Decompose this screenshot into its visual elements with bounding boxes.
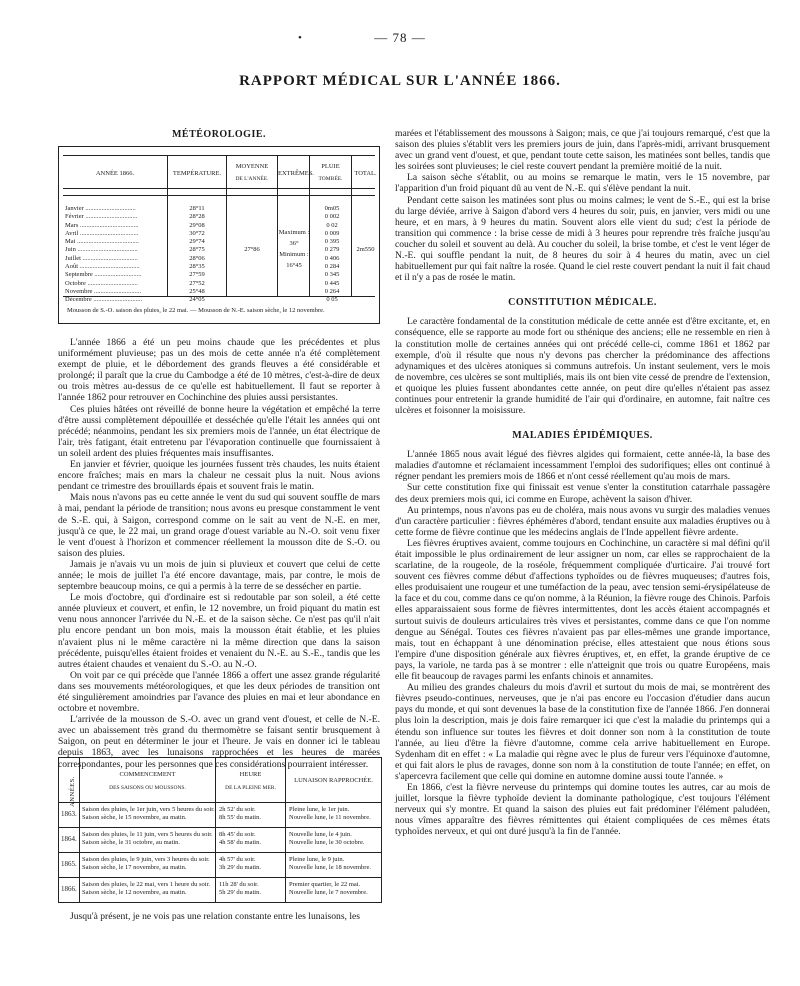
temperature-values: 28°11 28°28 29°08 30°72 29°74 28°75 28°06 28°35 27°59 27°52 25°48 24°05 (189, 205, 205, 304)
left-text-block (58, 337, 380, 770)
col-header-temperature: TEMPÉRATURE. (172, 170, 222, 177)
meteorology-table (58, 146, 380, 324)
row-heure: 2h 52' du soir. 8h 55' du matin. (219, 806, 261, 821)
page-number: — 78 — (374, 30, 426, 45)
paragraph: Pendant cette saison les matinées sont plus ou moins calmes; le vent de S.-E., qui est la brise du large déviée, arrive à Saigon d'abord vers 4 heures du soir, puis, en janvier, vers midi ou une heure, et en mars, à 9 heures du matin. Souvent alors elle vient du sud; c'est la période de transition qui commence : la brise cesse de midi à 3 heures pour reprendre très fraîche jusqu'au coucher du soleil et souvent au delà. Au coucher du soleil, la brise tombe, et c'est le vent léger de N.-E. qui souffle pendant la nuit, de 8 heures du soir à 4 heures du matin, avec un ciel habituellement pur qui fait naître la rosée. Quand le ciel reste couvert pendant la nuit il fait chaud et il n'y a pas de rosée le matin. (395, 194, 770, 284)
right-text-block (395, 128, 770, 837)
row-lunaison: Premier quartier, le 22 mai. Nouvelle lune, le 7 novembre. (289, 881, 368, 896)
col-header-annees: ANNÉES. (68, 776, 76, 807)
paragraph: Jamais je n'avais vu un mois de juin si pluvieux et couvert que celui de cette année; le mois de juillet l'a été encore davantage, mais, par contre, le mois de septembre beaucoup moins, ce qui a permis à la terre de se dessécher en partie. (58, 558, 380, 593)
row-lunaison: Nouvelle lune, le 4 juin. Nouvelle lune, le 30 octobre. (289, 831, 365, 846)
paragraph: L'année 1865 nous avait légué des fièvres algides qui formaient, cette année-là, la base des maladies d'automne et réclamaient incessamment l'emploi des sudorifiques; elles ont continué à régner pendant les premiers mois de 1866 et n'ont cessé réellement qu'au mois de mars. (395, 449, 770, 483)
rainfall-total: 2m550 (356, 246, 375, 253)
row-year: 1865. (61, 860, 77, 868)
row-year: 1863. (61, 810, 77, 818)
table-rule (59, 802, 381, 803)
paragraph: Au milieu des grandes chaleurs du mois d'avril et surtout du mois de mai, se montrèrent des fièvres pseudo-continues, nerveuses, que je n'ai pas encore eu l'occasion d'étudier dans aucun pays du monde, et qui sont devenues la base de la constitution fixe de l'année 1866. J'en donnerai plus loin la description, mais je dois faire remarquer ici que c'est la maladie du printemps qui a étendu son influence sur toutes les fièvres et doit donner son nom à la constitution de toute l'année, au lieu d'être la fièvre d'automne, comme cela arrive habituellement en Europe. Sydenham dit en effet : « La maladie qui règne avec le plus de fureur vers l'équinoxe d'automne, et qui fait alors le plus de ravages, donne son nom à la constitution de toute l'année; en effet, on s'apercevra facilement que celle qui domine en automne domine aussi toute l'année. » (395, 682, 770, 782)
paragraph: marées et l'établissement des moussons à Saigon; mais, ce que j'ai toujours remarqué, c'est que la saison des pluies s'établit vers les premiers jours de juin, dans l'après-midi, arrivant brusquement avec un grand vent d'ouest, et que, pendant toute cette saison, les matinées sont belles, tandis que les soirées sont pluvieuses; le ciel reste couvert pendant la première moitié de la nuit. (395, 128, 770, 173)
table-divider (215, 758, 216, 902)
row-lunaison: Pleine lune, le 9 juin. Nouvelle lune, le 18 novembre. (289, 856, 371, 871)
table-rule (63, 195, 375, 196)
col-header-annee: ANNÉE 1866. (95, 170, 135, 177)
table-rule (59, 827, 381, 828)
col-header-commencement: COMMENCEMENT (119, 771, 176, 778)
section-maladies: MALADIES ÉPIDÉMIQUES. (512, 430, 653, 442)
section-meteorologie: MÉTÉOROLOGIE. (171, 129, 266, 140)
monsoon-table (58, 757, 382, 903)
col-header-commencement-sub: DES SAISONS OU MOUSSONS. (109, 785, 186, 791)
paragraph-continued: Jusqu'à présent, je ne vois pas une relation constante entre les lunaisons, les (70, 911, 361, 922)
col-header-lunaison: LUNAISON RAPPROCHÉE. (294, 777, 373, 784)
paragraph: En janvier et février, quoique les journées fussent très chaudes, les nuits étaient encore fraîches; mais en mars la chaleur ne cessait plus la nuit. Nous avions pendant ce trimestre des brouillards épais et souvent frais le matin. (58, 459, 380, 493)
row-year: 1866. (61, 885, 77, 893)
table-rule (59, 877, 381, 878)
paragraph: Mais nous n'avons pas eu cette année le vent du sud qui souvent souffle de mars à mai, pendant la période de transition; nous avons eu presque constamment le vent de S.-E. qui, à Saigon, correspond comme on le sait au vent de N.-E. en mer, jusqu'à ce que, le 22 mai, un grand orage d'ouest variable au N.-O. soit venu fixer le vent d'ouest à l'horizon et commencer réellement la mousson dite de S.-O. ou saison des pluies. (58, 492, 380, 559)
col-header-extremes: EXTRÊMES. (278, 170, 314, 177)
col-header-moyenne-sub: DE L'ANNÉE. (235, 176, 269, 182)
section-constitution: CONSTITUTION MÉDICALE. (508, 297, 657, 309)
paragraph: Sur cette constitution fixe qui finissait est venue s'enter la constitution catarrhale passagère des deux premiers mois qui, ici comme en Europe, achèvent la saison d'hiver. (395, 482, 770, 505)
row-commencement: Saison des pluies, le 22 mai, vers 1 heure du soir. Saison sèche, le 12 novembre, au matin. (82, 881, 210, 896)
paragraph: On voit par ce qui précède que l'année 1866 a offert une assez grande régularité dans ses mouvements météorologiques, et que les deux périodes de transition ont été singulièrement amoindries par l'avance des pluies en mai et leur abondance en octobre et novembre. (58, 669, 380, 715)
row-commencement: Saison des pluies, le 11 juin, vers 5 heures du soir. Saison sèche, le 31 octobre, au matin. (82, 831, 213, 846)
page-title: RAPPORT MÉDICAL SUR L'ANNÉE 1866. (239, 73, 561, 89)
table-divider (79, 758, 80, 902)
month-list: Janvier ............................... Février ................................ Mars .................................... Avril .................................... Mai ...................................... Juin ..................................... Juillet .................................. Août ..................................... Septembre ............................. Octobre ............................... Novembre ............................. Décembre .............................. (65, 205, 143, 304)
table-rule (59, 852, 381, 853)
page-mark: • (298, 32, 302, 44)
paragraph: Au printemps, nous n'avons pas eu de choléra, mais nous avons vu surgir des maladies venues d'un caractère particulier : fièvres éphémères d'abord, tendant ensuite aux maladies éruptives ou à cette forme de fièvre continue que les médecins anglais de l'Inde appellent fièvre ardente. (395, 504, 770, 538)
paragraph: L'arrivée de la mousson de S.-O. avec un grand vent d'ouest, et celle de N.-E. avec un abaissement très grand du thermomètre se faisant sentir brusquement à Saigon, on peut en déterminer le jour et l'heure. Je vais en donner ici le tableau depuis 1863, avec les lunaisons rapprochées et les heures de marées correspondantes, pour les personnes que ces considérations pourraient intéresser. (58, 714, 380, 770)
col-header-heure: HEURE (239, 771, 262, 778)
yearly-average: 27°86 (244, 246, 260, 253)
col-header-moyenne: MOYENNE (235, 163, 269, 170)
col-header-pluie-sub: TOMBÉE. (318, 176, 343, 182)
row-heure: 4h 57' du soir. 3h 29' du matin. (219, 856, 261, 871)
rainfall-values: 0m05 0 002 0 02 0 009 0 395 0 279 0 406 0 284 0 345 0 445 0 264 0 05 (324, 205, 340, 304)
col-header-pluie: PLUIE (321, 163, 340, 170)
row-heure: 11h 28' du soir. 5h 29' du matin. (219, 881, 261, 896)
row-commencement: Saison des pluies, le 9 juin, vers 3 heures du soir. Saison sèche, le 17 novembre, au matin. (82, 856, 210, 871)
extremes-values: Maximum : 36° Minimum : 16°45 (278, 229, 310, 269)
col-header-heure-sub: DE LA PLEINE MER. (225, 785, 276, 791)
paragraph: Le caractère fondamental de la constitution médicale de cette année est d'être excitante, et, en conséquence, elle se rapporte au mode fort ou sthénique des anciens; elle ne ressemble en rien à la constitution molle de certaines années qui ont précédé celle-ci, comme 1861 et 1862 par exemple, d'où il résulte que nous n'y devons pas chercher la prédominance des affections adynamiques et des ulcères atoniques si communs autrefois. Un instant seulement, vers le mois de novembre, ces ulcères se sont multipliés, mais ils ont bien vite cessé de prendre de l'extension, et quoique les pluies fussent abondantes cette année, on peut dire qu'elles n'étaient pas assez continues pour entretenir la grande humidité de l'air qui d'ordinaire, en automne, fait naître ces ulcères et foisonner la moisissure. (395, 316, 770, 417)
paragraph: L'année 1866 a été un peu moins chaude que les précédentes et plus uniformément pluvieuse; pas un des mois de cette année n'a été complètement exempt de pluie, et le débordement des grands fleuves a été considérable et prolongé; il paraît que la crue du Cambodge a été de 10 mètres, c'est-à-dire de deux ou trois mètres au-dessus de ce qu'elle est habituellement. Il faut se reporter à l'année 1862 pour retrouver en Cochinchine des pluies aussi persistantes. (58, 337, 380, 404)
row-heure: 8h 45' du soir. 4h 58' du matin. (219, 831, 261, 846)
paragraph: Ces pluies hâtées ont réveillé de bonne heure la végétation et empêché la terre d'être aussi complètement dépouillée et desséchée qu'elle l'était les années qui ont précédé; néanmoins, pendant les six premiers mois de l'année, un état électrique de l'air, très fatigant, était entretenu par l'évaporation continuelle que fournissaient à un soleil ardent des pluies fréquentes mais insuffisantes. (58, 403, 380, 459)
paragraph: Les fièvres éruptives avaient, comme toujours en Cochinchine, un caractère si mal défini qu'il était impossible le plus ordinairement de leur assigner un nom, car elles se rapprochaient de la scarlatine, de la rougeole, de la roséole, fréquemment compliquée d'urticaire. J'ai trouvé fort souvent ces fièvres comme début d'affections typhoïdes ou de fièvres muqueuses; d'autres fois, elles produisaient une rougeur et une tuméfaction de la peau, avec tension semi-érysipélateuse de la face et du cou, comme dans ce qu'on nomme, à la Réunion, la fièvre rouge des Chinois. Parfois elles apparaissaient sous forme de fièvres intermittentes, dont les accès étaient accompagnés et surtout suivis de douleurs articulaires très vives et persistantes, comme dans ce que l'on nomme dengue au Sénégal. Toutes ces fièvres n'avaient pas par elles-mêmes une grande importance, mais, tout en échappant à une dénomination précise, elles attestaient que nous étions sous l'empire d'une disposition générale aux fièvres éruptives, et, en effet, la grande éruptive de ce pays, la variole, ne tarda pas à se montrer : elle n'atteignit que trois ou quatre Européens, mais elle fit beaucoup de ravages parmi les enfants chinois et annamites. (395, 537, 770, 683)
paragraph: En 1866, c'est la fièvre nerveuse du printemps qui domine toutes les autres, car au mois de juillet, lorsque la fièvre typhoïde devient la dominante pathologique, c'est toujours l'élément nerveux qui s'y montre. Et quand la saison des pluies eut fait prédominer l'élément paludéen, nous vîmes apparaître des fièvres rémittentes qui étaient compliquées de ces mêmes états typhoïdes nerveux, et qui ont duré jusqu'à la fin de l'année. (395, 781, 770, 838)
paragraph: La saison sèche s'établit, ou au moins se remarque le matin, vers le 15 novembre, par l'apparition d'un froid piquant dû au vent de N.-E. qui s'élève pendant la nuit. (395, 172, 770, 195)
table-caption: Mousson de S.-O. saison des pluies, le 22 mai. — Mousson de N.-E. saison sèche, le 12 novembre. (67, 307, 325, 314)
row-year: 1864. (61, 835, 77, 843)
paragraph: Le mois d'octobre, qui d'ordinaire est si redoutable par son soleil, a été cette année pluvieux et couvert, et enfin, le 12 novembre, un froid piquant du matin est venu nous annoncer l'arrivée du N.-E. et de la saison sèche. Ce n'est pas qu'il n'ait plu encore pendant un bon mois, mais la mousson était établie, et les pluies n'avaient plus ni le même caractère ni la même direction que dans la saison précédente, puisqu'elles étaient froides et venaient du N.-E. au S.-E., tandis que les autres étaient chaudes et venaient du S.-O. au N.-O. (58, 592, 380, 670)
row-lunaison: Pleine lune, le 1er juin. Nouvelle lune, le 11 novembre. (289, 806, 371, 821)
col-header-total: TOTAL. (354, 170, 377, 177)
row-commencement: Saison des pluies, le 1er juin, vers 5 heures du soir. Saison sèche, le 15 novembre, au matin. (82, 806, 215, 821)
